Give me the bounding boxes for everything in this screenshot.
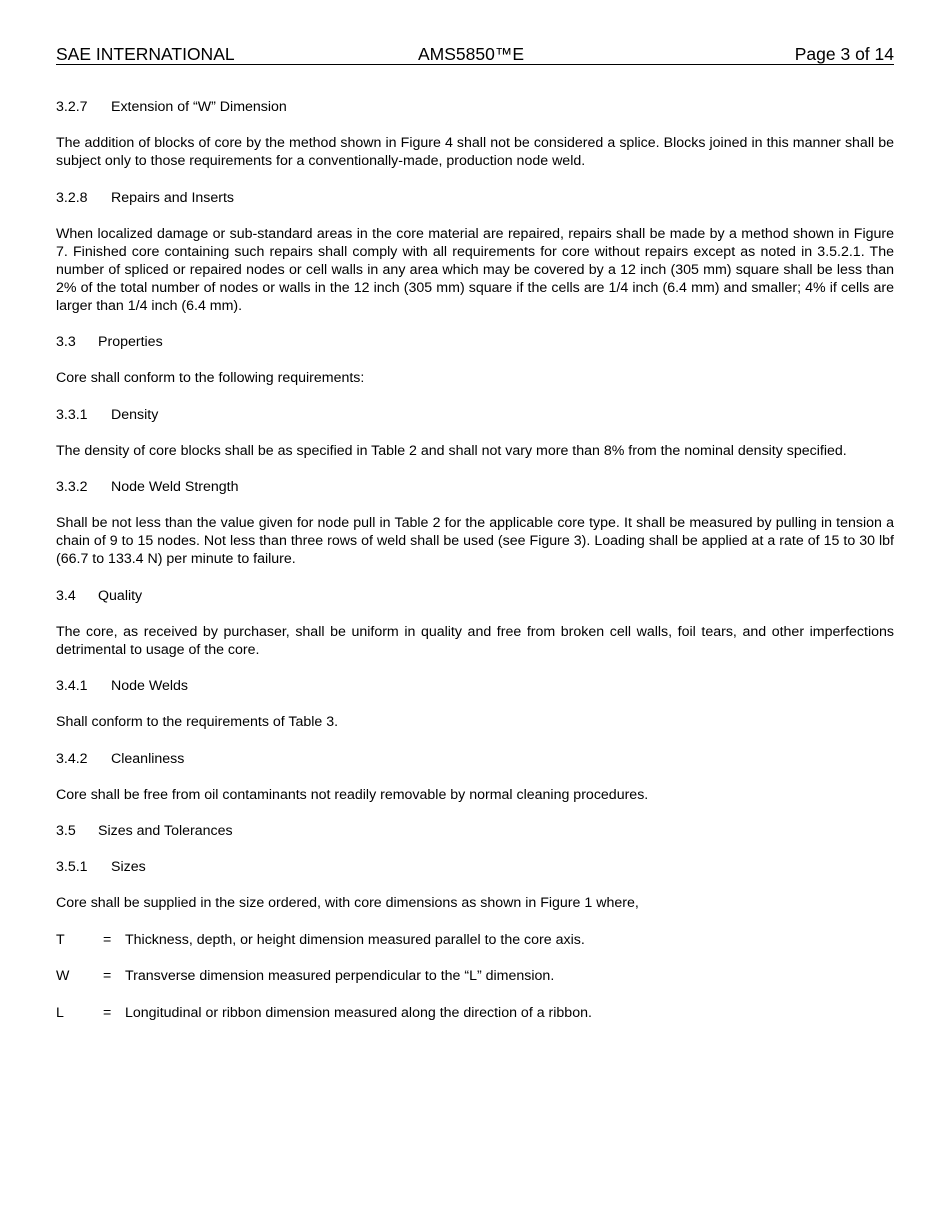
definition-row — [56, 931, 894, 949]
section-heading-3-5 — [56, 822, 894, 840]
section-title: Sizes and Tolerances — [98, 823, 233, 839]
section-number: 3.5 — [56, 823, 76, 839]
section-number: 3.4 — [56, 587, 76, 604]
page-header — [56, 44, 894, 65]
section-body-3-2-7: The addition of blocks of core by the method shown in Figure 4 shall not be considered a splice. Blocks joined in this manner shall be subject only to those requirements for a conventionally-made, production node weld. — [56, 135, 894, 169]
section-heading-3-3 — [56, 333, 894, 351]
section-title: Node Welds — [111, 678, 189, 694]
section-number: 3.2.8 — [56, 189, 88, 206]
section-body-3-3-2: Shall be not less than the value given for node pull in Table 2 for the applicable core type. It shall be measured by pulling in tension a chain of 9 to 15 nodes. Not less than three rows of weld shall be used (see Figure 3). Loading shall be applied at a rate of 15 to 30 lbf (66.7 to 133.4 N) per minute to failure. — [56, 515, 894, 567]
definition-row — [56, 1004, 894, 1022]
header-spec-number: AMS5850™E — [418, 44, 525, 64]
section-number: 3.2.7 — [56, 99, 88, 115]
document-body — [56, 98, 894, 1040]
section-number: 3.3.2 — [56, 479, 88, 495]
section-number: 3.5.1 — [56, 859, 88, 875]
section-title: Extension of “W” Dimension — [111, 99, 287, 115]
section-number: 3.4.2 — [56, 750, 88, 767]
section-body-3-4-1: Shall conform to the requirements of Table 3. — [56, 714, 339, 730]
section-number: 3.3 — [56, 334, 76, 350]
definition-row — [56, 967, 894, 985]
section-body-3-4-2: Core shall be free from oil contaminants not readily removable by normal cleaning procedures. — [56, 786, 649, 803]
section-title: Repairs and Inserts — [111, 189, 235, 206]
definition-equals: = — [103, 1004, 112, 1021]
section-title: Cleanliness — [111, 750, 185, 767]
section-heading-3-5-1 — [56, 858, 894, 876]
section-heading-3-2-7 — [56, 98, 894, 116]
section-title: Density — [111, 406, 159, 423]
definition-symbol: T — [56, 931, 65, 948]
section-number: 3.4.1 — [56, 678, 88, 694]
definition-symbol: L — [56, 1004, 64, 1021]
definition-text: Transverse dimension measured perpendicular to the “L” dimension. — [125, 968, 555, 984]
definition-text: Longitudinal or ribbon dimension measured along the direction of a ribbon. — [125, 1004, 592, 1021]
section-heading-3-3-2 — [56, 478, 894, 496]
header-organization: SAE INTERNATIONAL — [56, 44, 235, 64]
definition-symbol: W — [56, 968, 70, 984]
section-title: Sizes — [111, 859, 146, 875]
header-page-number: Page 3 of 14 — [794, 44, 894, 64]
section-number: 3.3.1 — [56, 406, 88, 423]
section-heading-3-4-1 — [56, 677, 894, 695]
section-body-3-3: Core shall conform to the following requirements: — [56, 370, 365, 386]
section-heading-3-2-8 — [56, 189, 894, 207]
section-heading-3-4 — [56, 587, 894, 605]
section-body-3-2-8: When localized damage or sub-standard areas in the core material are repaired, repairs shall be made by a method shown in Figure 7. Finished core containing such repairs shall comply with all requirements for core without repairs except as noted in 3.5.2.1. The number of spliced or repaired nodes or cell walls in any area which may be covered by a 12 inch (305 mm) square shall be less than 2% of the total number of nodes or walls in the 12 inch (305 mm) square if the cells are 1/4 inch (6.4 mm) and smaller; 4% if cells are larger than 1/4 inch (6.4 mm). — [56, 225, 894, 314]
section-title: Properties — [98, 334, 163, 350]
section-body-3-3-1: The density of core blocks shall be as specified in Table 2 and shall not vary more than 8% from the nominal density specified. — [56, 442, 847, 459]
section-body-3-4: The core, as received by purchaser, shall be uniform in quality and free from broken cell walls, foil tears, and other imperfections detrimental to usage of the core. — [56, 623, 894, 658]
definition-equals: = — [103, 968, 112, 984]
section-heading-3-3-1 — [56, 406, 894, 424]
section-title: Node Weld Strength — [111, 479, 239, 495]
definition-text: Thickness, depth, or height dimension measured parallel to the core axis. — [125, 931, 585, 948]
section-body-3-5-1: Core shall be supplied in the size ordered, with core dimensions as shown in Figure 1 where, — [56, 895, 639, 911]
definition-equals: = — [103, 931, 112, 948]
section-title: Quality — [98, 587, 143, 604]
section-heading-3-4-2 — [56, 750, 894, 768]
